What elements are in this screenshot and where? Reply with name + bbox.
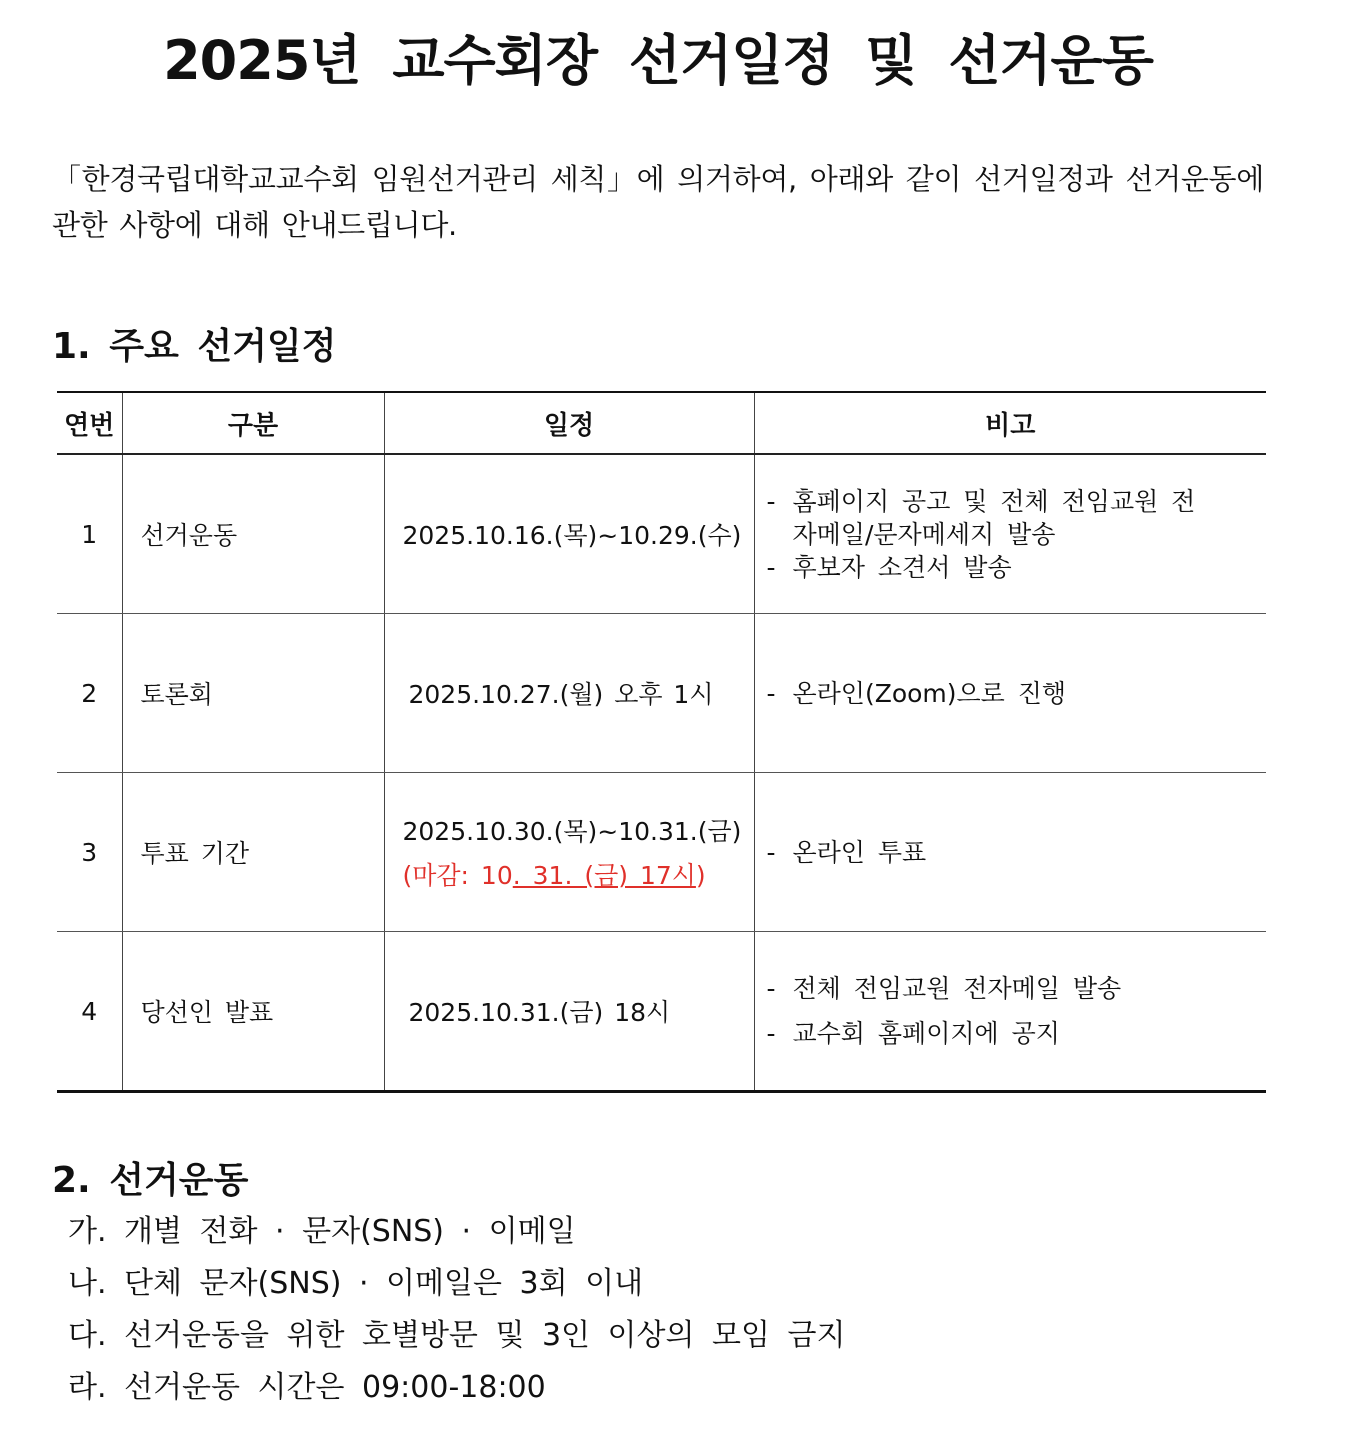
note-dash: -	[766, 974, 776, 1003]
note-text: 교수회 홈페이지에 공지	[792, 1019, 1060, 1048]
table-row	[57, 932, 1266, 1092]
row-notes	[754, 454, 1266, 614]
note-line	[767, 551, 1243, 584]
intro-paragraph: 「한경국립대학교교수회 임원선거관리 세칙」에 의거하여, 아래와 같이 선거일정과 선거운동에 관한 사항에 대해 안내드립니다.	[52, 162, 1264, 242]
note-dash: -	[766, 678, 776, 708]
header-date: 일정	[384, 392, 754, 454]
note-dash: -	[766, 486, 776, 516]
note-text: 온라인(Zoom)으로 진행	[792, 678, 1067, 708]
schedule-table	[57, 391, 1266, 1093]
row-category: 선거운동	[122, 454, 384, 614]
note-dash: -	[766, 1019, 776, 1048]
row-date	[384, 773, 754, 932]
row-date: 2025.10.16.(목)~10.29.(수)	[384, 454, 754, 614]
section-campaign-heading: 2. 선거운동	[52, 1160, 249, 1201]
note-text: 자메일/문자메세지 발송	[792, 519, 1056, 549]
row-date: 2025.10.31.(금) 18시	[384, 932, 754, 1092]
list-item: 다. 선거운동을 위한 호별방문 및 3인 이상의 모임 금지	[68, 1318, 846, 1353]
row-notes	[754, 773, 1266, 932]
campaign-rules-list	[68, 1206, 846, 1414]
row-number: 2	[57, 614, 122, 773]
deadline-underlined: . 31. (금) 17시	[512, 861, 696, 890]
page-title: 2025년 교수회장 선거일정 및 선거운동	[163, 29, 1153, 92]
deadline-suffix: )	[695, 861, 706, 890]
note-text: 후보자 소견서 발송	[792, 552, 1012, 582]
table-row	[57, 454, 1266, 614]
deadline-note	[403, 856, 754, 892]
note-dash: -	[766, 837, 776, 867]
schedule-header-row	[57, 392, 1266, 454]
row-category: 토론회	[122, 614, 384, 773]
table-row	[57, 773, 1266, 932]
row-number: 4	[57, 932, 122, 1092]
note-line	[767, 485, 1243, 518]
section-schedule-heading: 1. 주요 선거일정	[52, 326, 337, 367]
note-line	[767, 1017, 1243, 1050]
row-date: 2025.10.27.(월) 오후 1시	[384, 614, 754, 773]
table-row	[57, 614, 1266, 773]
note-text: 홈페이지 공고 및 전체 전임교원 전	[792, 486, 1196, 516]
list-item: 가. 개별 전화 · 문자(SNS) · 이메일	[68, 1214, 576, 1249]
row-number: 1	[57, 454, 122, 614]
note-text: 전체 전임교원 전자메일 발송	[792, 974, 1122, 1003]
header-notes: 비고	[754, 392, 1266, 454]
row-category: 당선인 발표	[122, 932, 384, 1092]
list-item: 라. 선거운동 시간은 09:00-18:00	[68, 1370, 546, 1405]
deadline-prefix: (마감: 10	[402, 861, 513, 890]
date-range: 2025.10.30.(목)~10.31.(금)	[402, 817, 742, 846]
header-number: 연번	[57, 392, 122, 454]
note-line	[767, 677, 1243, 710]
row-notes	[754, 932, 1266, 1092]
row-number: 3	[57, 773, 122, 932]
row-notes	[754, 614, 1266, 773]
list-item: 나. 단체 문자(SNS) · 이메일은 3회 이내	[68, 1266, 644, 1301]
header-category: 구분	[122, 392, 384, 454]
note-line	[767, 836, 1243, 869]
note-line	[767, 972, 1243, 1005]
note-line	[767, 518, 1243, 551]
note-text: 온라인 투표	[792, 837, 927, 867]
row-category: 투표 기간	[122, 773, 384, 932]
note-dash: -	[766, 552, 776, 582]
